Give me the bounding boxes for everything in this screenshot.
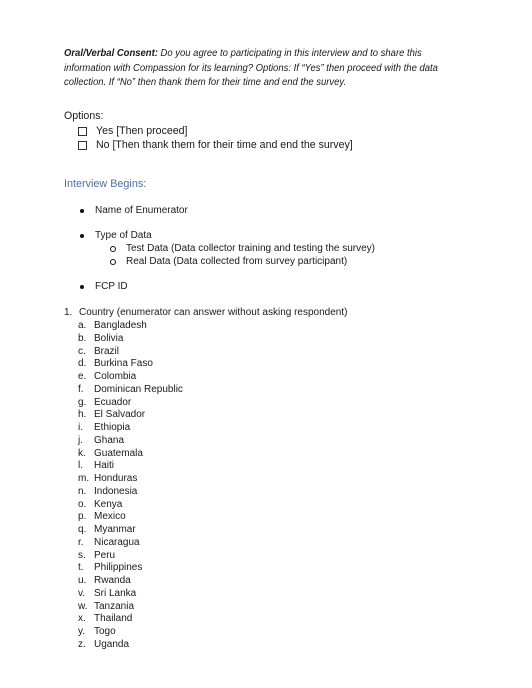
question-text: Country (enumerator can answer without asking respondent): [79, 307, 348, 318]
country-name: Indonesia: [94, 485, 138, 497]
country-option[interactable]: [78, 575, 183, 588]
country-option[interactable]: [78, 384, 183, 397]
country-name: Tanzania: [94, 600, 135, 612]
country-option[interactable]: [78, 550, 183, 563]
country-letter: m.: [78, 473, 90, 484]
country-option[interactable]: [78, 473, 183, 486]
country-letter: k.: [78, 447, 86, 459]
country-letter: i.: [78, 422, 83, 433]
consent-paragraph: [64, 47, 445, 91]
country-letter: g.: [78, 396, 87, 408]
test-data-label: Test Data (Data collector training and testing the survey): [126, 243, 376, 254]
country-list: [78, 320, 183, 652]
country-name: Haiti: [94, 460, 115, 472]
country-letter: n.: [78, 485, 87, 497]
real-data-label: Real Data (Data collected from survey participant): [126, 256, 348, 267]
country-letter: q.: [78, 524, 87, 535]
option-no-label: No [Then thank them for their time and end the survey]: [96, 139, 353, 151]
country-option[interactable]: [78, 409, 183, 422]
country-name: Nicaragua: [94, 536, 140, 548]
country-name: Ecuador: [94, 396, 132, 408]
country-name: Brazil: [94, 345, 120, 357]
country-letter: b.: [78, 332, 87, 344]
country-name: Peru: [94, 549, 116, 561]
bullet-icon: [80, 285, 84, 289]
question-number: 1.: [64, 307, 73, 318]
country-name: Honduras: [94, 473, 138, 484]
country-name: Sri Lanka: [94, 587, 137, 599]
country-name: Rwanda: [94, 575, 131, 586]
country-letter: h.: [78, 409, 87, 421]
country-option[interactable]: [78, 601, 183, 614]
circle-bullet-icon: [110, 246, 116, 252]
country-option[interactable]: [78, 422, 183, 435]
country-option[interactable]: [78, 358, 183, 371]
country-name: Ghana: [94, 434, 125, 446]
checkbox-icon[interactable]: [78, 141, 87, 150]
country-option[interactable]: [78, 639, 183, 652]
country-name: Togo: [94, 626, 116, 637]
country-letter: p.: [78, 511, 87, 523]
country-option[interactable]: [78, 320, 183, 333]
country-option[interactable]: [78, 397, 183, 410]
option-yes[interactable]: [78, 125, 187, 137]
options-label: Options:: [64, 110, 104, 122]
bullet-enumerator-label: Name of Enumerator: [95, 205, 188, 216]
country-letter: l.: [78, 460, 83, 472]
country-option[interactable]: [78, 613, 183, 626]
country-letter: y.: [78, 626, 86, 637]
country-letter: d.: [78, 358, 87, 370]
country-name: Mexico: [94, 511, 126, 523]
consent-heading: Oral/Verbal Consent:: [64, 48, 158, 59]
country-option[interactable]: [78, 524, 183, 537]
circle-bullet-icon: [110, 259, 116, 265]
bullet-icon: [80, 209, 84, 213]
country-letter: j.: [78, 434, 83, 446]
country-name: Burkina Faso: [94, 358, 153, 370]
country-name: El Salvador: [94, 409, 146, 421]
country-option[interactable]: [78, 588, 183, 601]
country-letter: x.: [78, 613, 86, 625]
country-letter: a.: [78, 320, 87, 331]
country-option[interactable]: [78, 371, 183, 384]
country-option[interactable]: [78, 486, 183, 499]
country-option[interactable]: [78, 460, 183, 473]
country-letter: e.: [78, 371, 87, 382]
country-name: Colombia: [94, 371, 137, 382]
country-option[interactable]: [78, 562, 183, 575]
consent-text: Do you agree to participating in this interview and to share this information with Compassion for its learning? Options: If “Yes” then proceed with the data collection. If “No” then thank them for their time and end the survey.: [64, 48, 438, 88]
country-letter: o.: [78, 498, 87, 510]
country-name: Bolivia: [94, 332, 124, 344]
country-letter: z.: [78, 638, 86, 650]
bullet-enumerator: [80, 205, 188, 216]
checkbox-icon[interactable]: [78, 127, 87, 136]
country-option[interactable]: [78, 435, 183, 448]
bullet-icon: [80, 234, 84, 238]
bullet-fcp-id-label: FCP ID: [95, 281, 128, 292]
country-letter: c.: [78, 345, 86, 357]
country-name: Guatemala: [94, 447, 143, 459]
interview-heading: Interview Begins:: [64, 178, 147, 190]
option-yes-label: Yes [Then proceed]: [96, 125, 188, 137]
bullet-fcp-id: [80, 281, 128, 292]
question-1: [64, 307, 347, 318]
country-option[interactable]: [78, 448, 183, 461]
option-no[interactable]: [78, 139, 353, 151]
country-letter: s.: [78, 549, 86, 561]
country-option[interactable]: [78, 499, 183, 512]
country-letter: r.: [78, 536, 84, 548]
country-name: Dominican Republic: [94, 383, 183, 395]
country-name: Ethiopia: [94, 422, 131, 433]
bullet-type-of-data-label: Type of Data: [95, 230, 152, 241]
country-letter: v.: [78, 587, 86, 599]
country-letter: f.: [78, 383, 84, 395]
country-name: Philippines: [94, 562, 143, 574]
country-option[interactable]: [78, 537, 183, 550]
country-name: Bangladesh: [94, 320, 147, 331]
bullet-type-of-data: [80, 230, 152, 241]
country-name: Uganda: [94, 638, 130, 650]
country-option[interactable]: [78, 346, 183, 359]
country-letter: t.: [78, 562, 84, 574]
country-letter: w.: [78, 600, 88, 612]
country-name: Myanmar: [94, 524, 136, 535]
country-option[interactable]: [78, 511, 183, 524]
country-option[interactable]: [78, 626, 183, 639]
sub-bullet-test-data: [110, 243, 375, 254]
country-letter: u.: [78, 575, 87, 586]
country-name: Thailand: [94, 613, 133, 625]
country-name: Kenya: [94, 498, 123, 510]
country-option[interactable]: [78, 333, 183, 346]
sub-bullet-real-data: [110, 256, 347, 267]
